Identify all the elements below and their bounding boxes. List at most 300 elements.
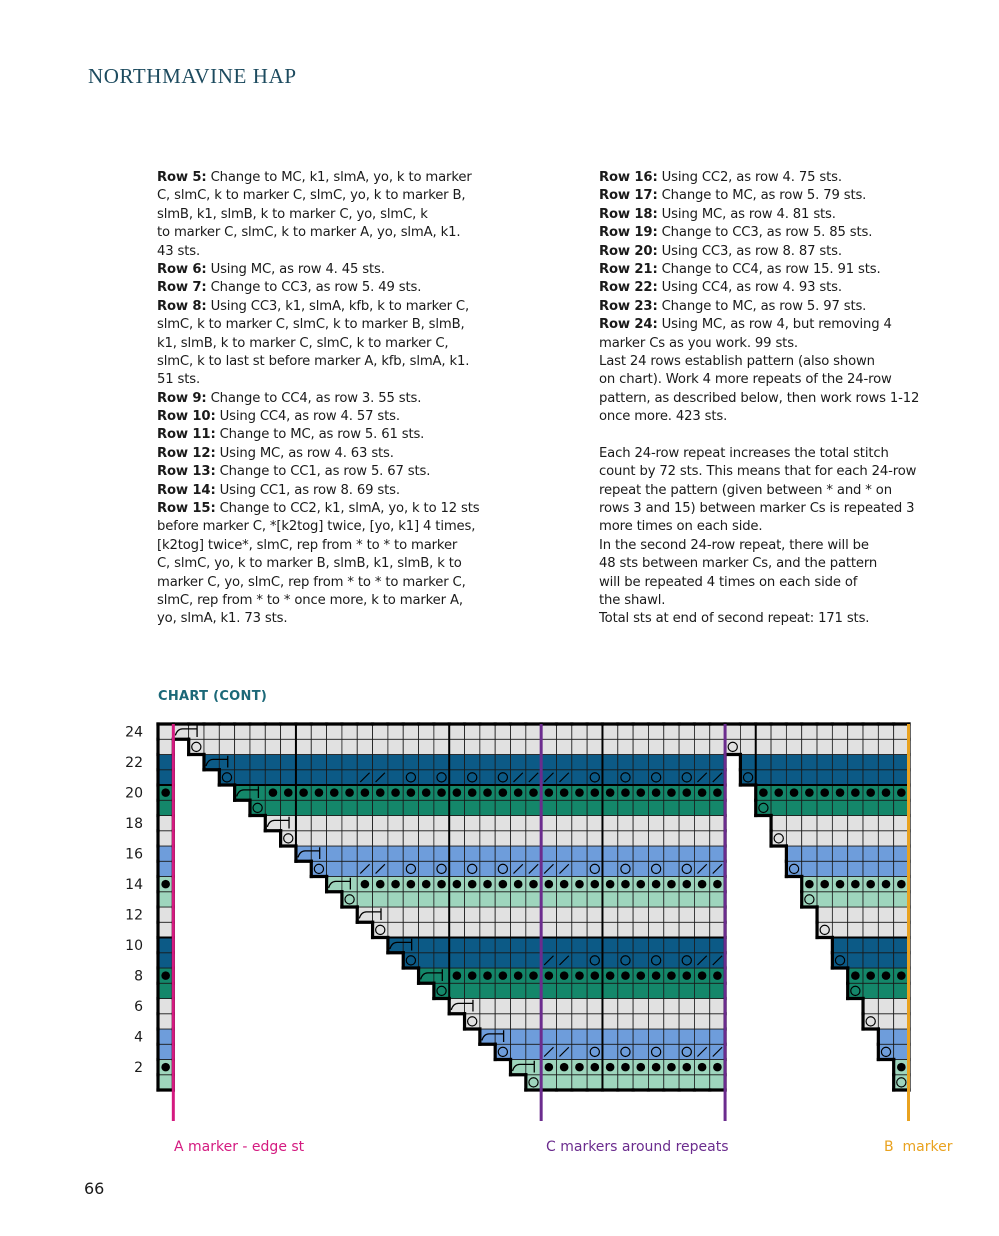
chart-cell: [541, 1029, 556, 1044]
chart-cell: [204, 724, 219, 739]
chart-cell: [572, 938, 587, 953]
chart-cell: [848, 861, 863, 876]
chart-cell: [403, 816, 418, 831]
chart-cell: [296, 831, 311, 846]
purl-dot-icon: [851, 880, 860, 889]
chart-cell: [664, 861, 679, 876]
chart-cell: [219, 739, 234, 754]
purl-dot-icon: [514, 971, 523, 980]
chart-cell: [572, 1029, 587, 1044]
chart-cell: [449, 770, 464, 785]
chart-cell: [618, 892, 633, 907]
chart-cell: [587, 907, 602, 922]
chart-cell: [740, 770, 755, 785]
chart-cell: [480, 861, 495, 876]
chart-cell: [786, 739, 801, 754]
chart-cell: [556, 892, 571, 907]
chart-cell: [495, 724, 510, 739]
chart-cell: [633, 892, 648, 907]
chart-cell: [465, 861, 480, 876]
chart-cell: [403, 770, 418, 785]
chart-cell: [602, 770, 617, 785]
purl-dot-icon: [376, 880, 385, 889]
chart-cell: [204, 739, 219, 754]
chart-cell: [235, 755, 250, 770]
chart-cell: [771, 831, 786, 846]
chart-cell: [894, 1029, 909, 1044]
purl-dot-icon: [851, 971, 860, 980]
row-number-label: 22: [125, 755, 143, 772]
chart-cell: [710, 1029, 725, 1044]
chart-cell: [725, 739, 740, 754]
chart-cell: [679, 861, 694, 876]
chart-cell: [740, 724, 755, 739]
chart-cell: [511, 1014, 526, 1029]
chart-cell: [219, 724, 234, 739]
chart-cell: [388, 938, 403, 953]
chart-cell: [158, 892, 173, 907]
chart-cell: [480, 953, 495, 968]
chart-cell: [419, 831, 434, 846]
instruction-text: marker C, yo, slmC, rep from * to * to marker C,: [157, 574, 466, 590]
purl-dot-icon: [897, 880, 906, 889]
instruction-text: [k2tog] twice*, slmC, rep from * to * to marker: [157, 537, 458, 553]
chart-cell: [863, 800, 878, 815]
chart-cell: [342, 739, 357, 754]
row-label: Row 10:: [157, 409, 216, 425]
page-title: NORTHMAVINE HAP: [88, 64, 297, 88]
purl-dot-icon: [529, 880, 538, 889]
chart-cell: [771, 770, 786, 785]
chart-cell: [327, 877, 342, 892]
purl-dot-icon: [682, 880, 691, 889]
chart-cell: [281, 800, 296, 815]
chart-cell: [449, 938, 464, 953]
purl-dot-icon: [698, 1063, 707, 1072]
chart-cell: [158, 1075, 173, 1090]
chart-cell: [434, 800, 449, 815]
chart-cell: [434, 816, 449, 831]
chart-cell: [572, 892, 587, 907]
row-label: Row 20:: [599, 243, 658, 259]
chart-cell: [863, 846, 878, 861]
chart-cell: [511, 816, 526, 831]
instruction-text: Change to MC, as row 5. 61 sts.: [215, 427, 425, 443]
chart-cell: [189, 739, 204, 754]
chart-cell: [403, 846, 418, 861]
chart-cell: [342, 861, 357, 876]
purl-dot-icon: [606, 1063, 615, 1072]
chart-cell: [556, 816, 571, 831]
chart-cell: [434, 907, 449, 922]
chart-cell: [572, 800, 587, 815]
chart-cell: [679, 739, 694, 754]
purl-dot-icon: [667, 971, 676, 980]
row-label: Row 5:: [157, 170, 207, 185]
legend-c-markers: C markers around repeats: [546, 1139, 729, 1155]
chart-cell: [802, 846, 817, 861]
chart-cell: [587, 861, 602, 876]
chart-cell: [710, 816, 725, 831]
chart-cell: [618, 938, 633, 953]
row-label: Row 21:: [599, 261, 658, 277]
chart-cell: [449, 983, 464, 998]
chart-cell: [894, 755, 909, 770]
chart-cell: [587, 831, 602, 846]
chart-cell: [556, 831, 571, 846]
chart-cell: [449, 816, 464, 831]
chart-cell: [648, 755, 663, 770]
chart-cell: [419, 922, 434, 937]
instruction-text: In the second 24-row repeat, there will be: [599, 537, 869, 553]
chart-cell: [679, 1075, 694, 1090]
chart-cell: [817, 907, 832, 922]
chart-cell: [633, 1075, 648, 1090]
chart-cell: [541, 816, 556, 831]
purl-dot-icon: [437, 880, 446, 889]
chart-cell: [465, 800, 480, 815]
chart-cell: [633, 1044, 648, 1059]
purl-dot-icon: [575, 880, 584, 889]
purl-dot-icon: [713, 971, 722, 980]
chart-cell: [526, 1044, 541, 1059]
chart-cell: [327, 831, 342, 846]
chart-cell: [449, 999, 464, 1014]
instruction-text: Change to MC, k1, slmA, yo, k to marker: [206, 170, 472, 185]
purl-dot-icon: [422, 788, 431, 797]
purl-dot-icon: [805, 788, 814, 797]
purl-dot-icon: [682, 788, 691, 797]
chart-cell: [694, 1029, 709, 1044]
row-label: Row 14:: [157, 482, 216, 498]
row-number-label: 20: [125, 785, 143, 802]
chart-cell: [465, 755, 480, 770]
chart-cell: [710, 892, 725, 907]
chart-cell: [296, 770, 311, 785]
chart-cell: [710, 1075, 725, 1090]
chart-cell: [633, 922, 648, 937]
chart-cell: [342, 831, 357, 846]
chart-cell: [296, 755, 311, 770]
chart-cell: [465, 938, 480, 953]
chart-cell: [495, 755, 510, 770]
chart-cell: [802, 831, 817, 846]
chart-cell: [878, 1014, 893, 1029]
instruction-text: C, slmC, yo, k to marker B, slmB, k1, slmB, k to: [157, 556, 462, 572]
chart-cell: [602, 816, 617, 831]
chart-cell: [480, 800, 495, 815]
chart-cell: [817, 739, 832, 754]
chart-cell: [357, 724, 372, 739]
chart-cell: [480, 770, 495, 785]
chart-cell: [511, 831, 526, 846]
chart-cell: [863, 1014, 878, 1029]
chart-cell: [480, 892, 495, 907]
chart-cell: [694, 816, 709, 831]
chart-cell: [449, 755, 464, 770]
chart-cell: [602, 907, 617, 922]
instruction-text: Using CC3, as row 8. 87 sts.: [657, 243, 842, 259]
row-number-label: 2: [134, 1060, 143, 1077]
chart-cell: [158, 800, 173, 815]
chart-cell: [832, 800, 847, 815]
purl-dot-icon: [805, 880, 814, 889]
chart-cell: [495, 846, 510, 861]
chart-cell: [388, 724, 403, 739]
chart-cell: [388, 861, 403, 876]
chart-cell: [434, 755, 449, 770]
instruction-text: rows 3 and 15) between marker Cs is repeated 3: [599, 501, 915, 517]
purl-dot-icon: [453, 880, 462, 889]
instruction-text: Change to CC4, as row 15. 91 sts.: [657, 261, 881, 277]
purl-dot-icon: [636, 788, 645, 797]
instruction-text: k1, slmB, k to marker C, slmC, k to marker C,: [157, 335, 449, 351]
chart-cell: [832, 831, 847, 846]
chart-cell: [556, 922, 571, 937]
instruction-text: on chart). Work 4 more repeats of the 24-row: [599, 372, 892, 388]
chart-cell: [357, 907, 372, 922]
chart-cell: [664, 1075, 679, 1090]
instruction-text: slmC, rep from * to * once more, k to marker A,: [157, 592, 463, 608]
purl-dot-icon: [897, 971, 906, 980]
chart-cell: [786, 770, 801, 785]
purl-dot-icon: [514, 880, 523, 889]
chart-cell: [327, 846, 342, 861]
chart-cell: [648, 724, 663, 739]
chart-cell: [434, 724, 449, 739]
chart-cell: [894, 907, 909, 922]
instruction-text: Using CC1, as row 8. 69 sts.: [215, 482, 400, 498]
chart-cell: [158, 953, 173, 968]
chart-cell: [434, 953, 449, 968]
purl-dot-icon: [790, 788, 799, 797]
purl-dot-icon: [591, 788, 600, 797]
chart-cell: [449, 846, 464, 861]
chart-cell: [526, 953, 541, 968]
chart-cell: [311, 755, 326, 770]
chart-cell: [511, 892, 526, 907]
chart-cell: [618, 907, 633, 922]
chart-cell: [679, 938, 694, 953]
chart-cell: [817, 831, 832, 846]
purl-dot-icon: [453, 971, 462, 980]
chart-cell: [511, 983, 526, 998]
purl-dot-icon: [499, 880, 508, 889]
chart-cell: [832, 755, 847, 770]
row-label: Row 23:: [599, 298, 658, 314]
chart-cell: [740, 739, 755, 754]
chart-cell: [817, 800, 832, 815]
chart-cell: [388, 846, 403, 861]
instruction-text: Change to CC3, as row 5. 85 sts.: [657, 225, 873, 241]
chart-cell: [495, 816, 510, 831]
chart-cell: [419, 968, 434, 983]
chart-cell: [465, 816, 480, 831]
chart-cell: [495, 1014, 510, 1029]
chart-cell: [848, 922, 863, 937]
chart-cell: [465, 892, 480, 907]
instruction-text: slmC, k to marker C, slmC, k to marker B, slmB,: [157, 317, 465, 333]
chart-cell: [648, 831, 663, 846]
chart-cell: [311, 770, 326, 785]
purl-dot-icon: [161, 1063, 170, 1072]
chart-cell: [832, 861, 847, 876]
chart-cell: [419, 938, 434, 953]
purl-dot-icon: [606, 971, 615, 980]
chart-cell: [633, 739, 648, 754]
chart-cell: [786, 846, 801, 861]
chart-cell: [495, 922, 510, 937]
chart-cell: [863, 831, 878, 846]
chart-cell: [449, 739, 464, 754]
chart-cell: [648, 907, 663, 922]
chart-cell: [265, 724, 280, 739]
chart-cell: [572, 983, 587, 998]
chart-cell: [250, 739, 265, 754]
purl-dot-icon: [483, 880, 492, 889]
chart-cell: [832, 770, 847, 785]
chart-cell: [587, 1075, 602, 1090]
instruction-text: Using CC3, k1, slmA, kfb, k to marker C,: [206, 298, 470, 314]
chart-cell: [602, 800, 617, 815]
purl-dot-icon: [575, 1063, 584, 1072]
purl-dot-icon: [698, 788, 707, 797]
chart-cell: [863, 983, 878, 998]
chart-cell: [449, 907, 464, 922]
instruction-text: C, slmC, k to marker C, slmC, yo, k to marker B,: [157, 188, 466, 204]
purl-dot-icon: [361, 880, 370, 889]
chart-cell: [694, 846, 709, 861]
chart-cell: [281, 755, 296, 770]
purl-dot-icon: [453, 788, 462, 797]
chart-cell: [403, 724, 418, 739]
chart-cell: [602, 1014, 617, 1029]
purl-dot-icon: [713, 788, 722, 797]
chart-cell: [158, 1014, 173, 1029]
chart-cell: [511, 1029, 526, 1044]
chart-cell: [541, 739, 556, 754]
chart-cell: [648, 846, 663, 861]
chart-cell: [863, 953, 878, 968]
chart-cell: [526, 922, 541, 937]
chart-cell: [296, 800, 311, 815]
chart-cell: [633, 861, 648, 876]
chart-cell: [710, 983, 725, 998]
chart-cell: [602, 922, 617, 937]
chart-cell: [556, 983, 571, 998]
chart-cell: [357, 739, 372, 754]
purl-dot-icon: [483, 788, 492, 797]
chart-cell: [311, 861, 326, 876]
chart-cell: [265, 755, 280, 770]
chart-cell: [572, 1014, 587, 1029]
chart-cell: [694, 1075, 709, 1090]
purl-dot-icon: [636, 1063, 645, 1072]
chart-cell: [373, 739, 388, 754]
chart-cell: [511, 846, 526, 861]
chart-cell: [388, 831, 403, 846]
chart-cell: [373, 800, 388, 815]
chart-cell: [511, 1044, 526, 1059]
chart-cell: [894, 816, 909, 831]
chart-cell: [526, 907, 541, 922]
chart-cell: [158, 999, 173, 1014]
chart-cell: [756, 770, 771, 785]
chart-cell: [526, 999, 541, 1014]
chart-cell: [250, 770, 265, 785]
instruction-text: Each 24-row repeat increases the total stitch: [599, 445, 889, 461]
chart-cell: [771, 755, 786, 770]
chart-cell: [817, 846, 832, 861]
chart-cell: [679, 724, 694, 739]
chart-cell: [449, 922, 464, 937]
chart-cell: [817, 755, 832, 770]
chart-cell: [373, 724, 388, 739]
chart-cell: [633, 724, 648, 739]
chart-cell: [465, 770, 480, 785]
chart-cell: [664, 999, 679, 1014]
chart-cell: [694, 755, 709, 770]
chart-cell: [710, 724, 725, 739]
purl-dot-icon: [422, 880, 431, 889]
chart-cell: [219, 770, 234, 785]
chart-cell: [802, 770, 817, 785]
chart-cell: [281, 724, 296, 739]
chart-cell: [664, 922, 679, 937]
chart-cell: [373, 922, 388, 937]
chart-cell: [602, 983, 617, 998]
purl-dot-icon: [636, 971, 645, 980]
chart-cell: [419, 724, 434, 739]
row-number-label: 16: [125, 846, 143, 863]
chart-cell: [327, 724, 342, 739]
chart-cell: [480, 816, 495, 831]
purl-dot-icon: [529, 971, 538, 980]
chart-cell: [388, 739, 403, 754]
purl-dot-icon: [560, 788, 569, 797]
instruction-text: slmC, k to last st before marker A, kfb, slmA, k1.: [157, 353, 470, 369]
chart-cell: [694, 999, 709, 1014]
chart-cell: [495, 938, 510, 953]
chart-cell: [158, 739, 173, 754]
chart-cell: [756, 739, 771, 754]
chart-cell: [403, 755, 418, 770]
chart-cell: [756, 724, 771, 739]
row-label: Row 22:: [599, 280, 658, 296]
chart-cell: [480, 938, 495, 953]
chart-cell: [648, 922, 663, 937]
chart-cell: [587, 1044, 602, 1059]
instruction-text: to marker C, slmC, k to marker A, yo, slmA, k1.: [157, 225, 461, 241]
chart-cell: [587, 816, 602, 831]
chart-cell: [158, 983, 173, 998]
chart-cell: [158, 1044, 173, 1059]
chart-cell: [434, 892, 449, 907]
instruction-text: Change to CC1, as row 5. 67 sts.: [215, 464, 431, 480]
chart-cell: [449, 724, 464, 739]
chart-cell: [664, 1044, 679, 1059]
purl-dot-icon: [361, 788, 370, 797]
chart-cell: [572, 1044, 587, 1059]
chart-cell: [556, 724, 571, 739]
chart-cell: [679, 983, 694, 998]
purl-dot-icon: [882, 788, 891, 797]
chart-cell: [848, 983, 863, 998]
chart-cell: [679, 831, 694, 846]
purl-dot-icon: [882, 971, 891, 980]
chart-cell: [694, 724, 709, 739]
purl-dot-icon: [468, 788, 477, 797]
